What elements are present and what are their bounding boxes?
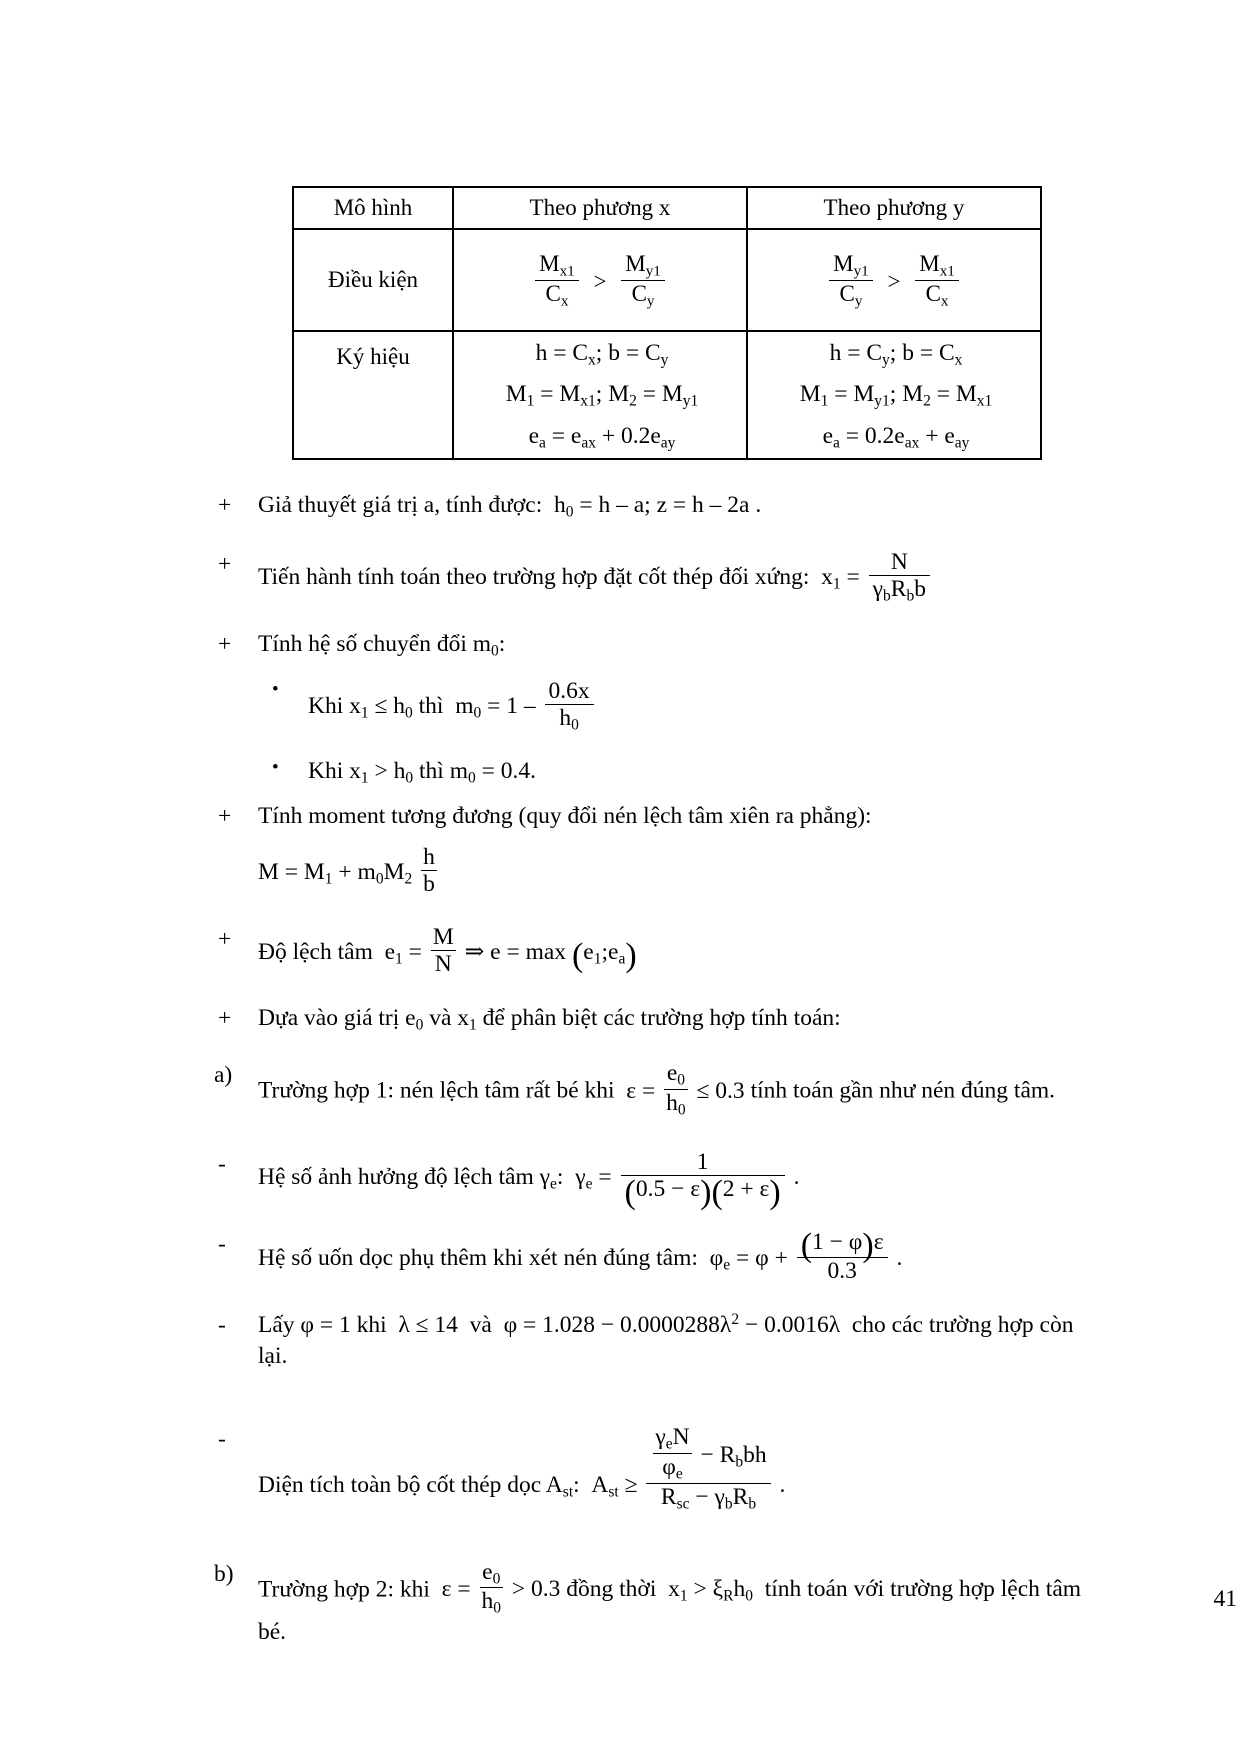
table-header-model: Mô hình xyxy=(293,187,453,229)
item-formula: $e_1$ = $\frac{M}{N}$ ⇒ $e = \max (e_1;e_a)$ xyxy=(378,923,637,978)
item-text: Lấy φ = 1 khi λ ≤ 14 và $\varphi = 1.028 - 0.0000288\lambda^2 - 0.0016\lambda$ cho các trường hợp còn lại. xyxy=(258,1310,1074,1370)
bullet-text: Khi $x_1 \le h_0$ thì $m_0 = 1$ – $\frac{0.6x}{h_0}$ xyxy=(308,693,597,719)
section-marker: a) xyxy=(214,1062,233,1089)
section-formula: ε = $\frac{e_0}{h_0}$ ≤ 0.3 xyxy=(620,1060,751,1119)
symbol-y-cell xyxy=(747,331,1041,459)
section-formula: ε = $\frac{e_0}{h_0}$ > 0.3 xyxy=(435,1558,567,1617)
item-marker: + xyxy=(218,630,232,657)
section-marker: b) xyxy=(214,1560,234,1587)
item-marker: + xyxy=(218,802,232,829)
item-marker: + xyxy=(218,550,232,577)
table-row-condition xyxy=(293,229,1041,331)
item-text: Hệ số uốn dọc phụ thêm khi xét nén đúng tâm: xyxy=(258,1245,698,1272)
item-phi-value xyxy=(196,1310,1103,1373)
item-equivalent-moment xyxy=(196,801,1103,832)
item-text: Giả thuyết giá trị a, tính được: xyxy=(258,491,543,518)
item-text: Hệ số ảnh hưởng độ lệch tâm $\gamma_e$: xyxy=(258,1163,564,1193)
item-text: Tiến hành tính toán theo trường hợp đặt cốt thép đối xứng: xyxy=(258,564,810,591)
symbol-y-line3: $e_a = 0.2e_{ax} + e_{ay}$ xyxy=(822,422,970,451)
item-formula: $A_{st}$ ≥ $\frac{\gamma_eN}{\varphi_e}$ − $R_bbh$ $R_{sc} - \gamma_bR_b$ . xyxy=(585,1424,786,1513)
bullet-case-x1-le-h0 xyxy=(196,678,1041,734)
section-text-2: đồng thời $x_1 > \xi_Rh_0$ tính toán với trường hợp lệch tâm bé. xyxy=(258,1576,1082,1645)
item-marker: + xyxy=(218,925,232,952)
bullet-dot: • xyxy=(272,678,279,700)
section-text: Trường hợp 1: nén lệch tâm rất bé khi xyxy=(258,1077,615,1104)
page-number: 41 xyxy=(1213,1586,1237,1612)
bullet-case-x1-gt-h0 xyxy=(196,756,1041,789)
item-marker: - xyxy=(218,1426,226,1453)
item-marker: - xyxy=(218,1150,226,1177)
table-row-symbol xyxy=(293,331,1041,459)
symbol-y-line1: $h = C_y$; $b = C_x$ xyxy=(829,340,963,369)
item-formula: $\varphi_e = \varphi$ + $\frac{(1 - \varphi)\varepsilon}{0.3}$ . xyxy=(703,1227,903,1284)
item-case-selection xyxy=(196,1003,1041,1036)
symbol-x-line3: $e_a = e_{ax} + 0.2e_{ay}$ xyxy=(528,422,676,451)
item-conversion-coefficient xyxy=(196,629,1041,662)
row-label-condition: Điều kiện xyxy=(293,229,453,331)
item-marker: + xyxy=(218,491,232,518)
bullet-dot: • xyxy=(272,756,279,778)
item-assume-a xyxy=(196,490,1041,523)
symbol-y-line2: $M_1 = M_{y1}$; $M_2 = M_{x1}$ xyxy=(799,381,993,410)
row-label-symbol: Ký hiệu xyxy=(293,331,453,459)
item-formula: $x_1$ = $\frac{N}{\gamma_bR_bb}$ xyxy=(815,564,933,590)
table-header-direction-x: Theo phương x xyxy=(453,187,747,229)
item-text: Tính moment tương đương (quy đổi nén lệch tâm xiên ra phẳng): xyxy=(258,802,872,829)
table-header-direction-y: Theo phương y xyxy=(747,187,1041,229)
item-marker: - xyxy=(218,1311,226,1338)
item-buckling-coefficient xyxy=(196,1229,1041,1284)
item-marker: + xyxy=(218,1005,232,1032)
item-total-steel-area xyxy=(196,1424,1041,1512)
item-formula: $\gamma_e$ = $\frac{1}{(0.5 - \varepsilon)(2 + \varepsilon)}$ . xyxy=(569,1148,800,1211)
condition-x-formula: $\frac{M_{x1}}{C_x}$ > $\frac{M_{y1}}{C_y}$ xyxy=(453,229,747,331)
item-eccentricity-coefficient xyxy=(196,1148,1041,1211)
page-content xyxy=(196,186,1237,1648)
item-eccentricity xyxy=(196,924,1041,978)
table-header-row xyxy=(293,187,1041,229)
condition-y-formula: $\frac{M_{y1}}{C_y}$ > $\frac{M_{x1}}{C_x}$ xyxy=(747,229,1041,331)
item-text: Độ lệch tâm xyxy=(258,938,373,965)
item-text: Tính hệ số chuyển đổi $m_0$: xyxy=(258,630,506,660)
item-formula: $h_0 = h - a$; z = h – 2a . xyxy=(548,491,762,521)
symbol-x-line1: $h = C_x$; $b = C_y$ xyxy=(535,340,669,369)
model-table xyxy=(292,186,1042,460)
item-symmetric-reinforcement xyxy=(196,549,1041,605)
symbol-x-cell xyxy=(453,331,747,459)
section-text-2: tính toán gần như nén đúng tâm. xyxy=(750,1077,1056,1104)
section-text: Trường hợp 2: khi xyxy=(258,1576,430,1603)
item-marker: - xyxy=(218,1231,226,1258)
bullet-text: Khi $x_1 > h_0$ thì $m_0 = 0.4$. xyxy=(308,757,536,787)
equivalent-moment-formula: $M = M_1 + m_0M_2$ $\frac{h}{b}$ xyxy=(258,844,435,898)
symbol-x-line2: $M_1 = M_{x1}$; $M_2 = M_{y1}$ xyxy=(505,381,699,410)
section-a-case1 xyxy=(196,1060,1103,1118)
item-text: Diện tích toàn bộ cốt thép dọc $A_{st}$: xyxy=(258,1471,580,1500)
item-text: Dựa vào giá trị $e_0$ và $x_1$ để phân biệt các trường hợp tính toán: xyxy=(258,1005,841,1034)
